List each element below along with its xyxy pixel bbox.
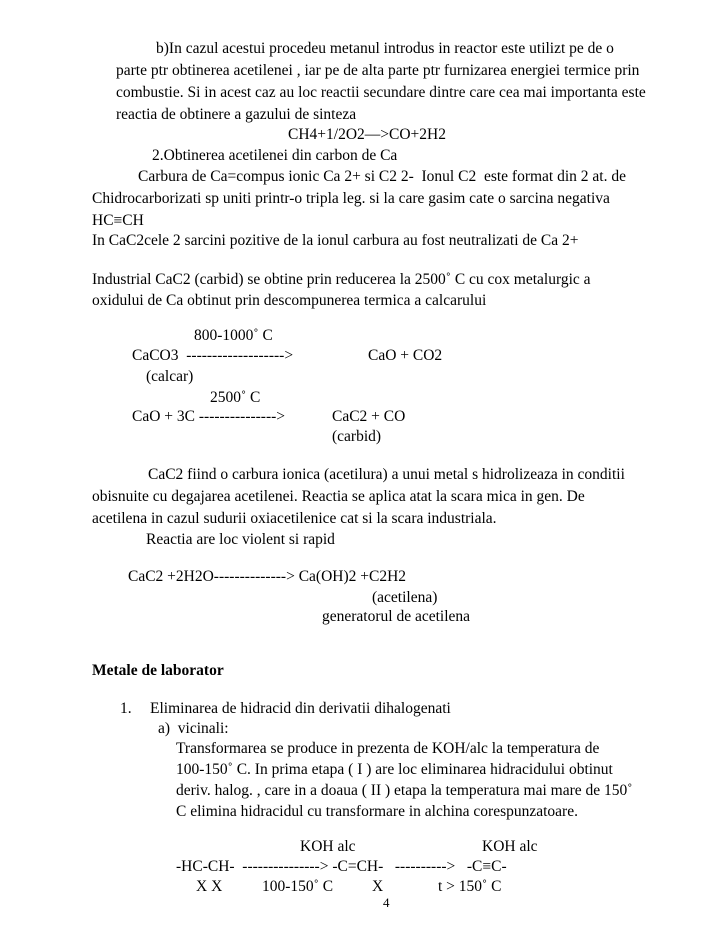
reaction-note: (carbid)	[332, 428, 382, 445]
reaction-note: (calcar)	[146, 368, 194, 385]
list-item: Eliminarea de hidracid din derivatii dihalogenati	[150, 700, 451, 717]
text-line: parte ptr obtinerea acetilenei , iar pe de alta parte ptr furnizarea energiei termice prin	[116, 62, 640, 79]
text-line: obisnuite cu degajarea acetilenei. Reactia se aplica atat la scara mica in gen. De	[92, 488, 585, 505]
reaction-products: CaC2 + CO	[332, 408, 406, 425]
reaction-reactants: CaO + 3C --------------->	[132, 408, 286, 425]
section-heading: 2.Obtinerea acetilenei din carbon de Ca	[152, 147, 398, 164]
text-line: CaC2 fiind o carbura ionica (acetilura) a unui metal s hidrolizeaza in conditii	[148, 466, 625, 483]
reaction-condition: 800-1000˚ C	[194, 327, 273, 344]
section-heading: Metale de laborator	[92, 662, 224, 679]
formula: HC≡CH	[92, 212, 144, 229]
reaction-condition: KOH alc	[482, 838, 538, 855]
text-line: 100-150˚ C. In prima etapa ( I ) are loc eliminarea hidracidului obtinut	[176, 761, 613, 778]
equation: CH4+1/2O2—>CO+2H2	[288, 126, 446, 143]
reaction-condition: KOH alc	[300, 838, 356, 855]
text-line: reactia de obtinere a gazului de sinteza	[116, 106, 357, 123]
text-line: Transformarea se produce in prezenta de KOH/alc la temperatura de	[176, 740, 600, 757]
text-line: b)In cazul acestui procedeu metanul introdus in reactor este utilizt pe de o	[156, 40, 614, 57]
reaction-equation: CaC2 +2H2O--------------> Ca(OH)2 +C2H2	[128, 568, 407, 585]
text-line: C elimina hidracidul cu transformare in alchina corespunzatoare.	[176, 803, 578, 820]
text-line: combustie. Si in acest caz au loc reactii secundare dintre care cea mai importanta este	[116, 84, 646, 101]
text-line: Chidrocarborizati sp uniti printr-o tripla leg. si la care gasim cate o sarcina negativa	[92, 190, 610, 207]
reaction-note: X X	[196, 878, 223, 895]
reaction-note: generatorul de acetilena	[322, 608, 471, 625]
reaction-equation: -HC-CH- ---------------> -C=CH- ----------> -C≡C-	[176, 858, 507, 875]
text-line: oxidului de Ca obtinut prin descompunerea termica a calcarului	[92, 292, 487, 309]
text-line: In CaC2cele 2 sarcini pozitive de la ionul carbura au fost neutralizati de Ca 2+	[92, 232, 579, 249]
reaction-note: (acetilena)	[372, 589, 438, 606]
page-number: 4	[383, 895, 390, 910]
reaction-products: CaO + CO2	[368, 347, 443, 364]
text-line: deriv. halog. , care in a doaua ( II ) etapa la temperatura mai mare de 150˚	[176, 782, 633, 799]
text-line: Reactia are loc violent si rapid	[146, 531, 335, 548]
list-number: 1.	[120, 700, 132, 717]
reaction-condition: 100-150˚ C	[262, 878, 334, 895]
sub-list-item: a) vicinali:	[158, 720, 229, 737]
text-line: acetilena in cazul sudurii oxiacetilenice cat si la scara industriala.	[92, 510, 497, 527]
reaction-reactants: CaCO3 ------------------->	[132, 347, 294, 364]
reaction-condition: t > 150˚ C	[438, 878, 502, 895]
reaction-condition: 2500˚ C	[210, 389, 261, 406]
text-line: Carbura de Ca=compus ionic Ca 2+ si C2 2- Ionul C2 este format din 2 at. de	[138, 168, 626, 185]
reaction-note: X	[372, 878, 384, 895]
text-line: Industrial CaC2 (carbid) se obtine prin reducerea la 2500˚ C cu cox metalurgic a	[92, 271, 591, 288]
